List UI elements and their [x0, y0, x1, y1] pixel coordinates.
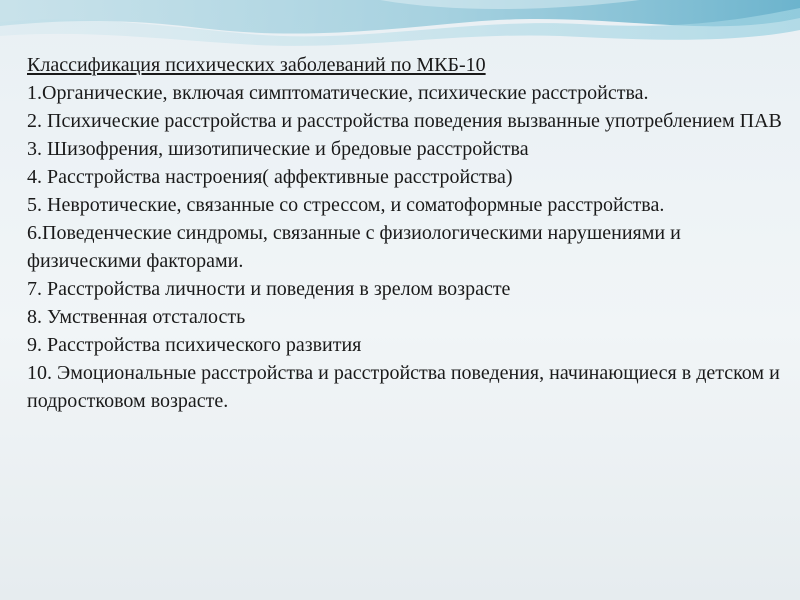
slide-content	[27, 51, 792, 415]
list-item: 2. Психические расстройства и расстройства поведения вызванные употреблением ПАВ	[27, 110, 782, 132]
list-item: 8. Умственная отсталость	[27, 306, 246, 328]
list-item: 10. Эмоциональные расстройства и расстройства поведения, начинающиеся в детском и подростковом возрасте.	[27, 362, 780, 412]
list-item: 7. Расстройства личности и поведения в зрелом возрасте	[27, 278, 511, 300]
list-item: 3. Шизофрения, шизотипические и бредовые расстройства	[27, 138, 529, 160]
slide-heading: Классификация психических заболеваний по МКБ-10	[27, 54, 486, 76]
list-item: 5. Невротические, связанные со стрессом, и соматоформные расстройства.	[27, 194, 665, 216]
list-item: 1.Органические, включая симптоматические, психические расстройства.	[27, 82, 649, 104]
list-item: 4. Расстройства настроения( аффективные расстройства)	[27, 166, 513, 188]
list-item: 6.Поведенческие синдромы, связанные с физиологическими нарушениями и физическими факторами.	[27, 222, 681, 272]
list-item: 9. Расстройства психического развития	[27, 334, 362, 356]
